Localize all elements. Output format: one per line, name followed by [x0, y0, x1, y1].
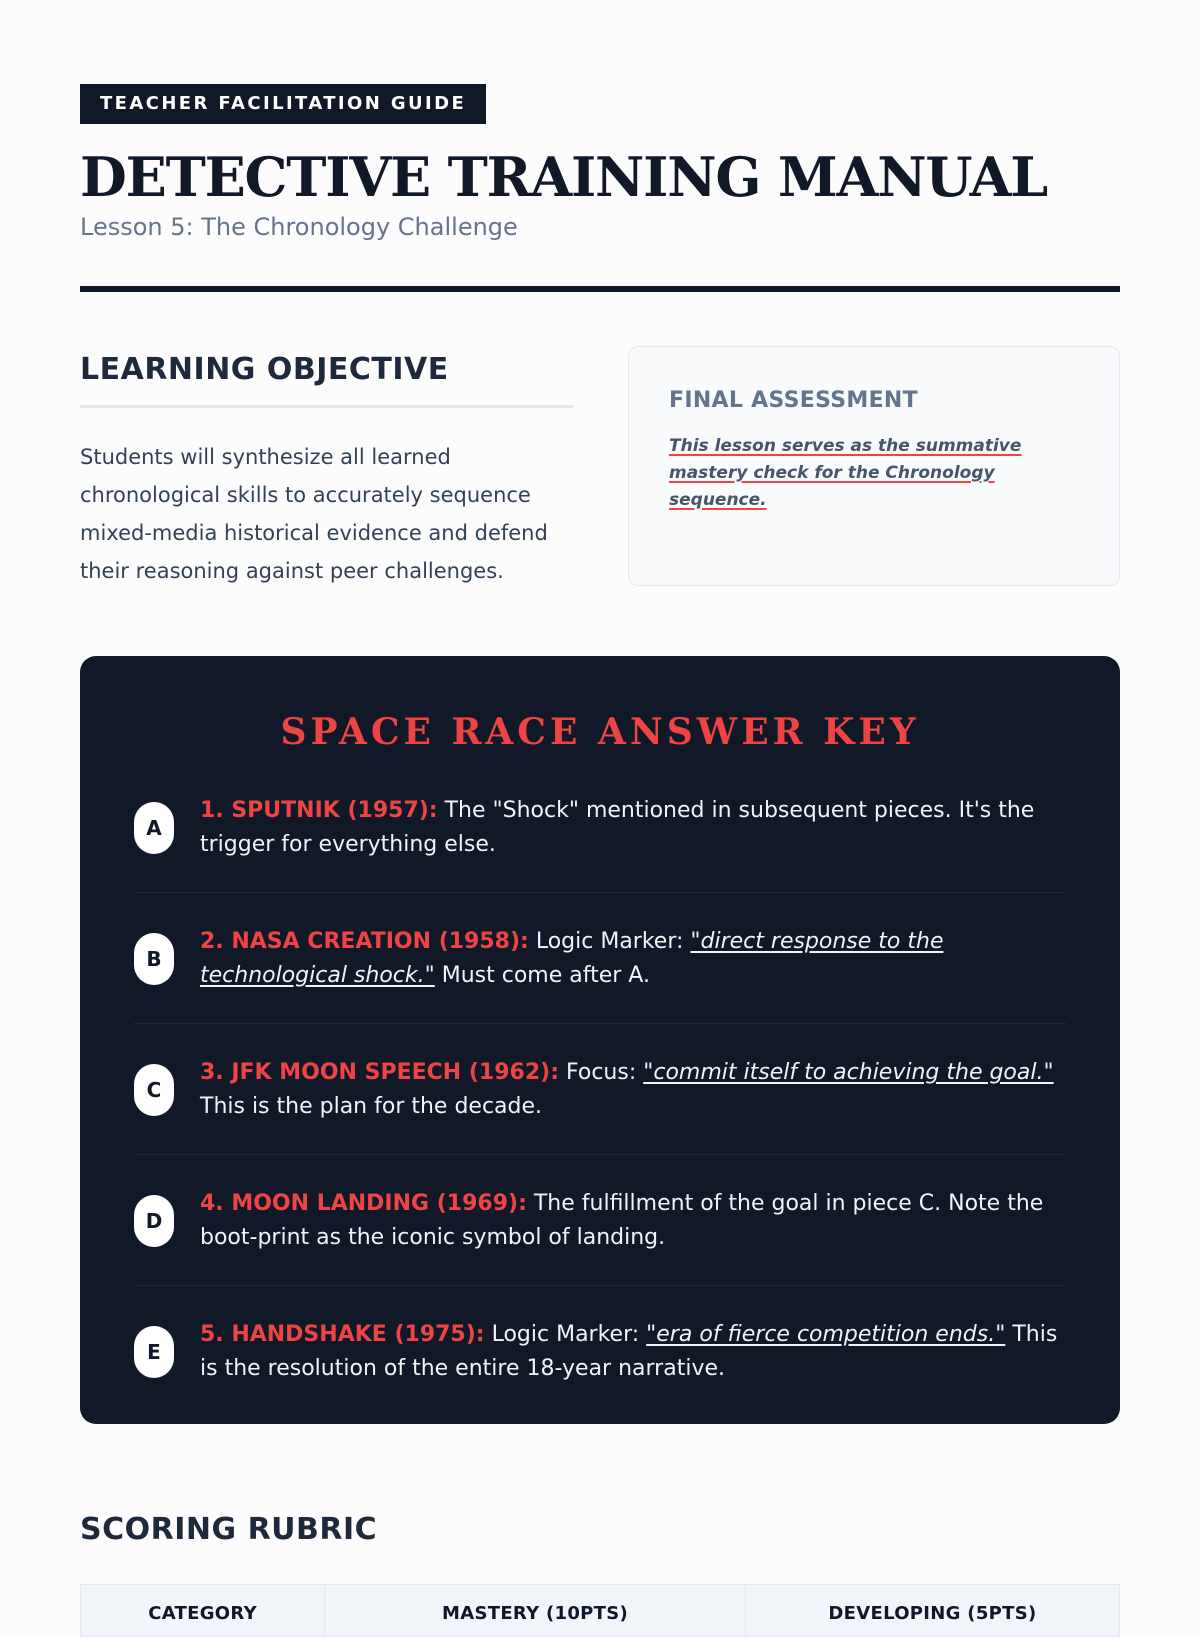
objective-row — [80, 346, 1120, 590]
answer-text — [200, 1187, 1066, 1255]
answer-detail: The fulfillment of the goal in piece C. Note the boot-print as the iconic symbol of landing. — [200, 1191, 1044, 1250]
answer-text — [200, 1318, 1066, 1386]
answer-detail: The "Shock" mentioned in subsequent pieces. It's the trigger for everything else. — [200, 798, 1035, 857]
answer-label: 5. HANDSHAKE (1975): — [200, 1322, 485, 1347]
learning-objective — [80, 346, 574, 590]
guide-badge: TEACHER FACILITATION GUIDE — [80, 84, 486, 124]
answer-label: 4. MOON LANDING (1969): — [200, 1191, 527, 1216]
answer-label: 3. JFK MOON SPEECH (1962): — [200, 1060, 559, 1085]
objective-text: Students will synthesize all learned chronological skills to accurately sequence mixed-media historical evidence and defend their reasoning against peer challenges. — [80, 445, 548, 583]
focus-quote: "commit itself to achieving the goal." — [643, 1060, 1054, 1085]
answer-text — [200, 1056, 1066, 1124]
rubric-heading: SCORING RUBRIC — [80, 1512, 378, 1547]
answer-item — [134, 925, 1066, 1024]
rubric-column-header: MASTERY (10PTS) — [325, 1585, 746, 1637]
answer-label: 1. SPUTNIK (1957): — [200, 798, 438, 823]
logic-marker-quote: "direct response to the technological shock." — [200, 929, 944, 988]
answer-detail-after: Must come after A. — [434, 963, 650, 988]
letter-badge: E — [134, 1326, 174, 1378]
answer-item — [134, 1056, 1066, 1155]
answer-detail: Logic Marker: — [484, 1322, 647, 1347]
answer-detail-after: This is the plan for the decade. — [200, 1094, 543, 1119]
rubric-header-row — [81, 1585, 1120, 1637]
rubric-column-header: DEVELOPING (5PTS) — [745, 1585, 1119, 1637]
answer-item — [134, 794, 1066, 893]
answer-text — [200, 925, 1066, 993]
header-divider — [80, 286, 1120, 292]
answer-detail-after: This is the resolution of the entire 18-year narrative. — [200, 1322, 1058, 1381]
answer-item — [134, 1187, 1066, 1286]
answer-label: 2. NASA CREATION (1958): — [200, 929, 529, 954]
answer-key-title: SPACE RACE ANSWER KEY — [280, 711, 920, 753]
assessment-text: This lesson serves as the summative mastery check for the Chronology sequence. — [669, 436, 1022, 510]
letter-badge: C — [134, 1064, 174, 1116]
logic-marker-quote: "era of fierce competition ends." — [646, 1322, 1006, 1347]
letter-badge: D — [134, 1195, 174, 1247]
answer-detail: Focus: — [559, 1060, 644, 1085]
letter-badge: A — [134, 802, 174, 854]
rubric-column-header: CATEGORY — [81, 1585, 325, 1637]
final-assessment-card — [628, 346, 1120, 586]
rubric-table — [80, 1584, 1120, 1637]
objective-heading: LEARNING OBJECTIVE — [80, 352, 449, 387]
objective-divider — [80, 405, 574, 408]
answer-detail: Logic Marker: — [528, 929, 691, 954]
page-title: DETECTIVE TRAINING MANUAL — [80, 145, 1048, 209]
assessment-title: FINAL ASSESSMENT — [669, 388, 918, 413]
answer-text — [200, 794, 1066, 862]
letter-badge: B — [134, 933, 174, 985]
answer-item — [134, 1318, 1066, 1386]
answer-key-panel — [80, 656, 1120, 1424]
page-subtitle: Lesson 5: The Chronology Challenge — [80, 213, 518, 241]
